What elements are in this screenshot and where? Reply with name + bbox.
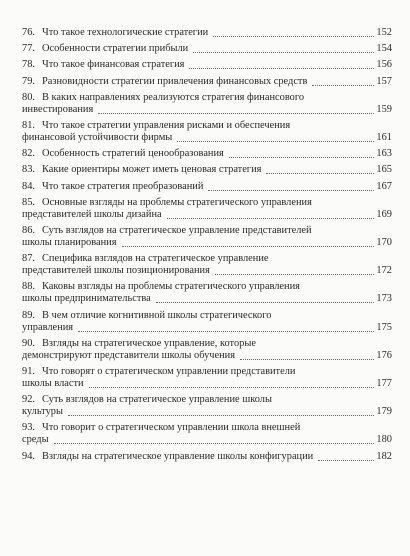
toc-entry-title: Особенности стратегии прибыли <box>42 43 191 55</box>
toc-entry-line <box>0 181 410 193</box>
toc-entry-line <box>0 148 410 160</box>
dot-leader <box>312 73 374 86</box>
toc-entry-title: Взгляды на стратегическое управление, которые <box>42 338 259 350</box>
dot-leader <box>208 178 374 191</box>
toc-entry-line <box>0 322 410 334</box>
toc-entry-title: Специфика взглядов на стратегическое управление <box>42 253 272 265</box>
toc-page-number: 180 <box>376 434 392 446</box>
toc-entry-number: 77. <box>22 43 38 55</box>
dot-leader <box>266 161 374 174</box>
toc-page-number: 159 <box>376 103 392 115</box>
toc-entry-title-continuation: школы планирования <box>22 237 120 249</box>
dot-leader <box>213 24 374 37</box>
dot-leader <box>89 375 374 388</box>
toc-entry-number: 76. <box>22 27 38 39</box>
toc-entry-number: 80. <box>22 92 38 104</box>
toc-entry-title: Основные взгляды на проблемы стратегического управления <box>42 197 315 209</box>
toc-page-number: 157 <box>376 75 392 87</box>
toc-entry-number: 93. <box>22 422 38 434</box>
dot-leader <box>318 448 374 461</box>
toc-entry-number: 88. <box>22 281 38 293</box>
toc-entry-number: 79. <box>22 76 38 88</box>
toc-entry-title-continuation: инвестирования <box>22 104 96 116</box>
toc-page-number: 176 <box>376 349 392 361</box>
toc-entry-line <box>0 104 410 116</box>
toc-entry-title: Какие ориентиры может иметь ценовая стратегия <box>42 164 264 176</box>
toc-entry-number: 85. <box>22 197 38 209</box>
toc-entry-title: Что такое финансовая стратегия <box>42 59 187 71</box>
toc-page-number: 152 <box>376 27 392 38</box>
toc-entry-line <box>0 27 410 39</box>
dot-leader <box>215 262 374 275</box>
toc-entry-title: Взгляды на стратегическое управление школы конфигурации <box>42 451 316 463</box>
toc-entry-title-continuation: представителей школы позиционирования <box>22 265 213 277</box>
toc-entry-title-continuation: представителей школы дизайна <box>22 209 165 221</box>
toc-entry-line <box>0 406 410 418</box>
toc-page-number: 172 <box>376 265 392 277</box>
toc-entry-title-continuation: управления <box>22 322 76 334</box>
toc-entry-line <box>0 132 410 144</box>
toc-entry-line <box>0 59 410 71</box>
toc-entry-title-continuation: школы власти <box>22 378 87 390</box>
dot-leader <box>54 431 374 444</box>
toc-entry-title-continuation: демонстрируют представители школы обучения <box>22 350 238 362</box>
toc-entry-title: Что такое технологические стратегии <box>42 27 211 39</box>
toc-page-number: 179 <box>376 406 392 418</box>
toc-entry-title: Особенность стратегий ценообразования <box>42 148 227 160</box>
toc-entry-number: 94. <box>22 451 38 463</box>
toc-entry-line <box>0 265 410 277</box>
dot-leader <box>240 347 374 360</box>
toc-entry-number: 86. <box>22 225 38 237</box>
dot-leader <box>98 101 374 114</box>
toc-page-number: 173 <box>376 293 392 305</box>
toc-entry-line <box>0 350 410 362</box>
toc-entry-number: 92. <box>22 394 38 406</box>
toc-entry-line <box>0 451 410 463</box>
dot-leader <box>68 403 374 416</box>
dot-leader <box>122 234 374 247</box>
toc-entry-line <box>0 76 410 88</box>
toc-page-number: 154 <box>376 43 392 55</box>
dot-leader <box>78 319 374 332</box>
dot-leader <box>156 290 374 303</box>
toc-page-number: 165 <box>376 164 392 176</box>
toc-entry-number: 81. <box>22 120 38 132</box>
toc-page-number: 156 <box>376 59 392 71</box>
toc-entry-title: Что говорит о стратегическом управлении школа внешней <box>42 422 303 434</box>
toc-page-number: 177 <box>376 378 392 389</box>
toc-entry-number: 89. <box>22 310 38 322</box>
toc-entry-line <box>0 43 410 55</box>
toc-page-number: 175 <box>376 321 392 333</box>
toc-entry-title: Суть взглядов на стратегическое управление представителей <box>42 225 315 237</box>
dot-leader <box>167 206 374 219</box>
toc-entry-line <box>0 237 410 249</box>
toc-entry-title: Разновидности стратегии привлечения финансовых средств <box>42 76 310 88</box>
toc-entry-title-continuation: финансовой устойчивости фирмы <box>22 132 175 144</box>
dot-leader <box>193 40 374 53</box>
toc-entry-title: В каких направлениях реализуются стратегия финансового <box>42 92 307 104</box>
toc-entry-number: 84. <box>22 181 38 193</box>
toc-entry-title-continuation: среды <box>22 434 52 446</box>
toc-entry-number: 82. <box>22 148 38 160</box>
toc-page-number: 163 <box>376 148 392 160</box>
toc-entry-line <box>0 378 410 390</box>
dot-leader <box>177 129 374 142</box>
toc-entry-number: 91. <box>22 366 38 378</box>
toc-entry-title: Что такое стратегия преобразований <box>42 181 206 193</box>
toc-entry-number: 87. <box>22 253 38 265</box>
toc-page-number: 182 <box>376 450 392 462</box>
toc-entry-title: Каковы взгляды на проблемы стратегического управления <box>42 281 303 293</box>
toc-entry-line <box>0 209 410 221</box>
toc-entry-title: Что такое стратегии управления рисками и обеспечения <box>42 120 293 132</box>
toc-entry-title: В чем отличие когнитивной школы стратегического <box>42 310 274 322</box>
toc-entry-number: 90. <box>22 338 38 350</box>
toc-entry-number: 78. <box>22 59 38 71</box>
toc-page-number: 161 <box>376 132 392 143</box>
dot-leader <box>189 56 374 69</box>
toc-entry-line <box>0 293 410 305</box>
toc-entry-number: 83. <box>22 164 38 176</box>
toc-entry-title-continuation: культуры <box>22 406 66 418</box>
toc-page-number: 169 <box>376 208 392 220</box>
toc-entry-title-continuation: школы предпринимательства <box>22 293 154 305</box>
toc-entry-line <box>0 434 410 446</box>
dot-leader <box>229 145 374 158</box>
toc-page-number: 170 <box>376 237 392 248</box>
toc-entry-title: Суть взглядов на стратегическое управление школы <box>42 394 275 406</box>
toc-page-number: 167 <box>376 180 392 192</box>
toc-entry-title: Что говорят о стратегическом управлении представители <box>42 366 298 378</box>
toc-entry-line <box>0 164 410 176</box>
